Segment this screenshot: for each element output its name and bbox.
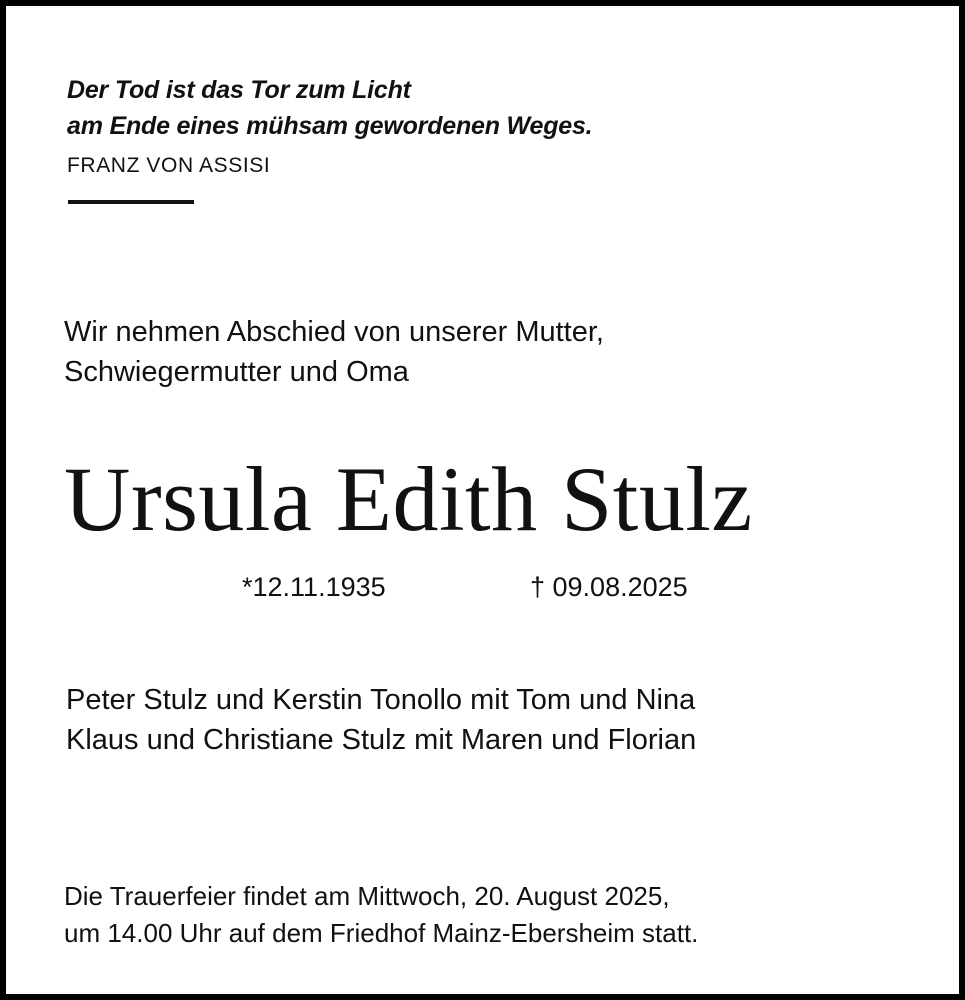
family-line-2: Klaus und Christiane Stulz mit Maren und Florian: [66, 724, 697, 756]
ceremony-line-2: um 14.00 Uhr auf dem Friedhof Mainz-Ebersheim statt.: [64, 918, 699, 948]
quote-line-2: am Ende eines mühsam gewordenen Weges.: [67, 112, 593, 140]
family-line-1: Peter Stulz und Kerstin Tonollo mit Tom und Nina: [66, 684, 696, 716]
family-members: [66, 680, 696, 760]
divider-line: [68, 200, 194, 204]
quote: [67, 72, 592, 144]
quote-line-1: Der Tod ist das Tor zum Licht: [67, 76, 411, 104]
farewell-intro: [64, 312, 604, 392]
death-date: † 09.08.2025: [530, 572, 688, 602]
birth-date: *12.11.1935: [242, 572, 386, 602]
quote-author: FRANZ VON ASSISI: [67, 154, 271, 177]
funeral-details: [64, 878, 698, 952]
intro-line-1: Wir nehmen Abschied von unserer Mutter,: [64, 316, 604, 348]
deceased-name: Ursula Edith Stulz: [64, 448, 753, 550]
ceremony-line-1: Die Trauerfeier findet am Mittwoch, 20. August 2025,: [64, 881, 670, 911]
intro-line-2: Schwiegermutter und Oma: [64, 356, 409, 388]
